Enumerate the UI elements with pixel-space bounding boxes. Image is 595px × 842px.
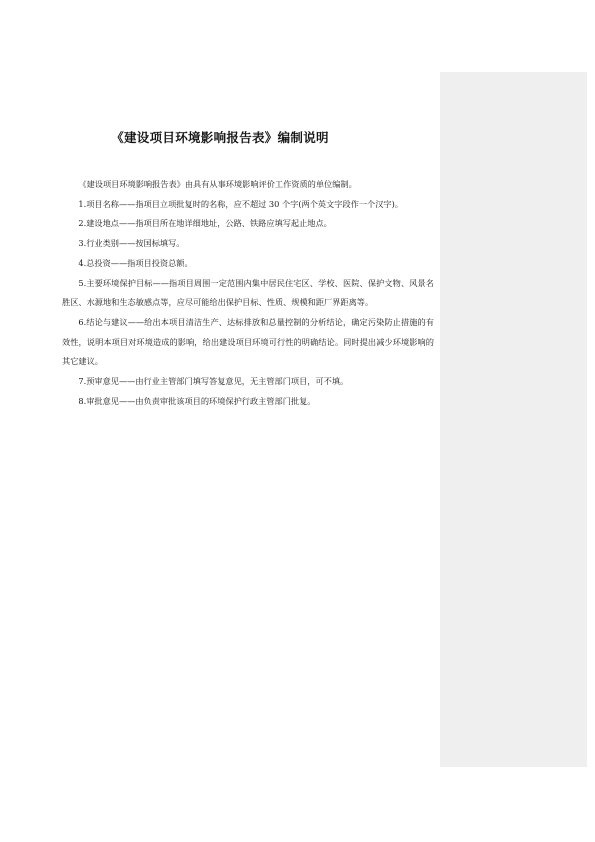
paragraph-conclusion: 6.结论与建议——给出本项目清洁生产、达标排放和总量控制的分析结论，确定污染防止措施的有效性，说明本项目对环境造成的影响，给出建设项目环境可行性的明确结论。同时提出减少环境影响的其它建议。 [62, 316, 434, 367]
paragraph-approval: 8.审批意见——由负责审批该项目的环境保护行政主管部门批复。 [78, 395, 316, 406]
paragraph-location: 2.建设地点——指项目所在地详细地址，公路、铁路应填写起止地点。 [78, 218, 332, 229]
paragraph-protection-targets: 5.主要环境保护目标——指项目周围一定范围内集中居民住宅区、学校、医院、保护文物、风景名胜区、水源地和生态敏感点等，应尽可能给出保护目标、性质、规模和距厂界距离等。 [62, 277, 434, 308]
paragraph-preliminary-review: 7.预审意见——由行业主管部门填写答复意见，无主管部门项目，可不填。 [78, 376, 349, 387]
paragraph-intro: 《建设项目环境影响报告表》由具有从事环境影响评价工作资质的单位编制。 [78, 179, 357, 189]
document-body [62, 175, 434, 411]
paragraph-project-name: 1.项目名称——指项目立项批复时的名称，应不超过 30 个字(两个英文字段作一个汉字)。 [78, 198, 403, 209]
paragraph-investment: 4.总投资——指项目投资总额。 [78, 257, 193, 268]
comment-margin-pane [440, 72, 587, 767]
paragraph-industry: 3.行业类别——按国标填写。 [78, 238, 185, 249]
document-title: 《建设项目环境影响报告表》编制说明 [111, 130, 329, 145]
